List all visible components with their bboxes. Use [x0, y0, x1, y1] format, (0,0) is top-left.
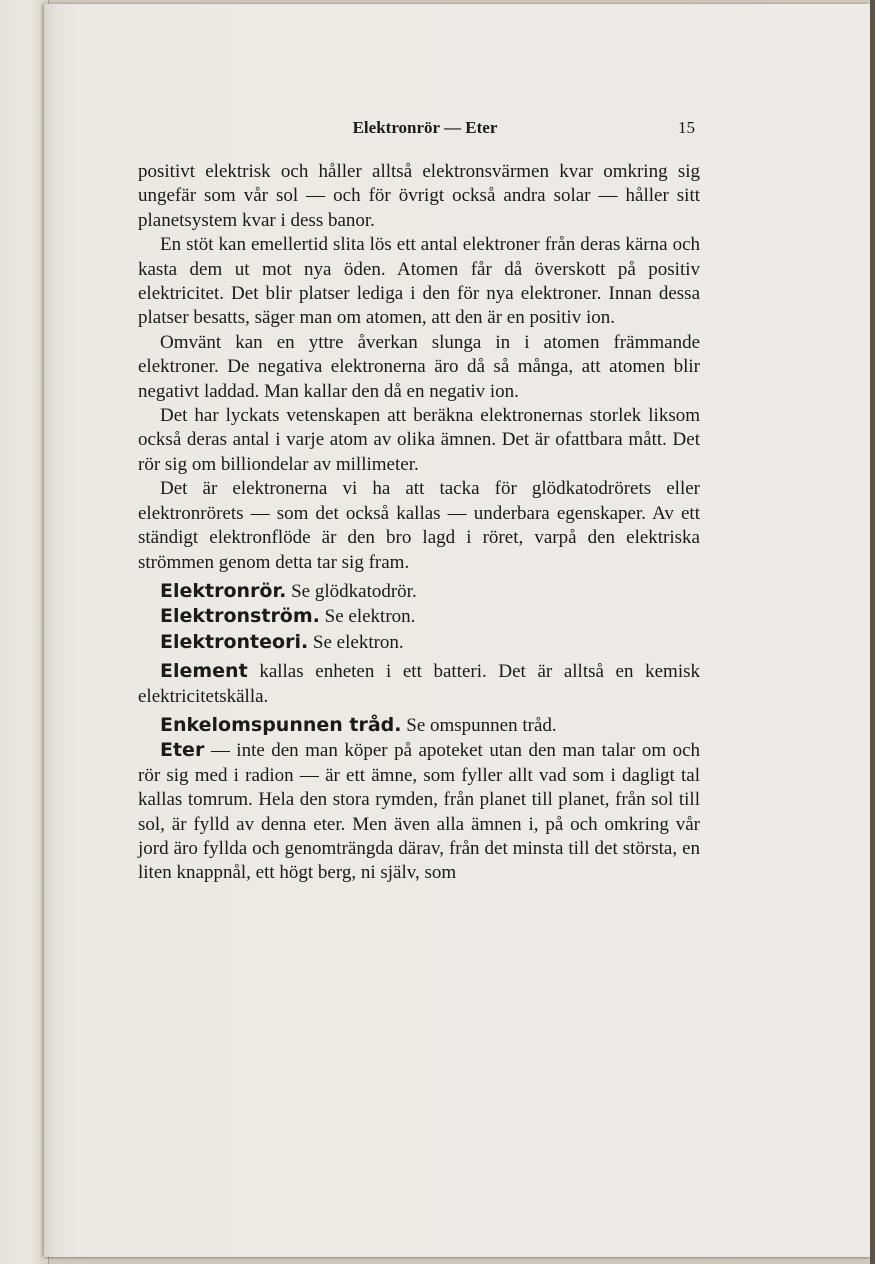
dictionary-entry: [138, 630, 700, 655]
dictionary-entry: [138, 579, 700, 604]
entry-text: Se elektron.: [312, 631, 404, 653]
entry-headword: Elektronteori.: [160, 630, 309, 653]
paragraph: positivt elektrisk och håller alltså elektronsvärmen kvar omkring sig ungefär som vår sol — och för övrigt också andra solar — håller sitt planetsystem kvar i dess banor.: [138, 161, 700, 231]
dictionary-entry: [138, 604, 700, 629]
entry-text: Se glödkatodrör.: [291, 580, 417, 602]
paragraph: En stöt kan emellertid slita lös ett antal elektroner från deras kärna och kasta dem ut mot nya öden. Atomen får då överskott på positiv elektricitet. Det blir platser lediga i den för nya elektroner. Innan dessa platser besatts, säger man om atomen, att den är en positiv ion.: [138, 234, 700, 329]
entry-headword: Enkelomspunnen tråd.: [160, 713, 402, 736]
entry-headword: Elektronrör.: [160, 579, 287, 602]
entry-text: — inte den man köper på apoteket utan den man talar om och rör sig med i radion — är ett ämne, som fyller allt vad som i dagligt tal kallas tomrum. Hela den stora rymden, från planet till planet, från sol till sol, är fylld av denna eter. Men även alla ämnen i, på och omkring vår jord äro fyllda och genomträngda därav, från det minsta till det största, en liten knappnål, ett högt berg, ni själv, som: [138, 740, 701, 884]
page-edge-shadow: [870, 0, 875, 1264]
entry-text: Se elektron.: [324, 606, 416, 628]
entry-headword: Eter: [160, 739, 205, 762]
paragraph: Det är elektronerna vi ha att tacka för glödkatodrörets eller elektronrörets — som det också kallas — underbara egenskaper. Av ett ständigt elektronflöde är den bro lagd i röret, varpå den elektriska strömmen genom detta tar sig fram.: [138, 478, 700, 573]
dictionary-entry: [138, 713, 700, 738]
page-number: 15: [678, 118, 695, 137]
entry-headword: Element: [160, 660, 248, 683]
running-header: [138, 118, 698, 142]
entry-headword: Elektronström.: [160, 605, 320, 628]
paragraph: Det har lyckats vetenskapen att beräkna elektronernas storlek liksom också deras antal i varje atom av olika ämnen. Det är ofattbara mått. Det rör sig om billiondelar av millimeter.: [138, 405, 700, 475]
page-body: [138, 160, 700, 886]
entry-text: Se omspunnen tråd.: [406, 714, 557, 736]
entry-text: kallas enheten i ett batteri. Det är alltså en kemisk elektricitetskälla.: [138, 661, 701, 707]
paragraph: Omvänt kan en yttre åverkan slunga in i atomen främmande elektroner. De negativa elektronerna äro då så många, att atomen blir negativt laddad. Man kallar den då en negativ ion.: [138, 331, 700, 402]
dictionary-entry: [138, 659, 700, 709]
previous-page-edge: [0, 0, 49, 1264]
running-title: Elektronrör — Eter: [352, 118, 498, 137]
dictionary-entry: [138, 738, 700, 885]
